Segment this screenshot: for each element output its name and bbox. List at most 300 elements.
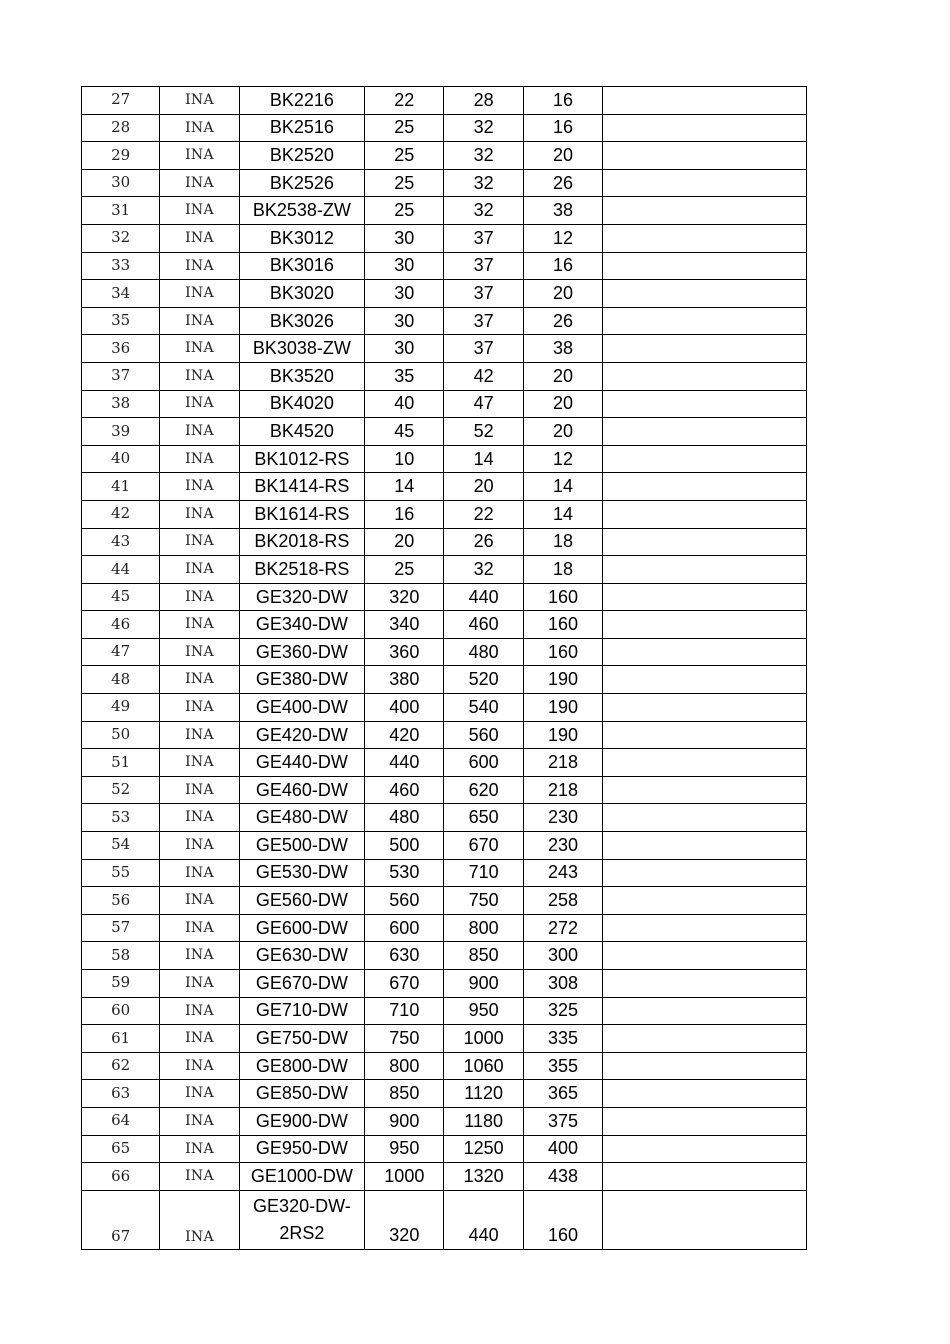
cell-outer-diameter: 26 <box>444 528 523 556</box>
cell-brand: INA <box>160 970 239 998</box>
cell-width: 160 <box>523 583 602 611</box>
cell-row-number: 45 <box>82 583 160 611</box>
table-row <box>82 390 807 418</box>
cell-width: 190 <box>523 721 602 749</box>
cell-model: BK2520 <box>239 142 365 170</box>
cell-inner-diameter: 480 <box>365 804 444 832</box>
cell-inner-diameter: 630 <box>365 942 444 970</box>
cell-model: BK2526 <box>239 169 365 197</box>
cell-brand: INA <box>160 859 239 887</box>
cell-width: 272 <box>523 914 602 942</box>
cell-row-number: 32 <box>82 224 160 252</box>
cell-width: 190 <box>523 694 602 722</box>
cell-brand: INA <box>160 611 239 639</box>
cell-note <box>603 445 807 473</box>
cell-outer-diameter: 32 <box>444 556 523 584</box>
cell-row-number: 59 <box>82 970 160 998</box>
cell-outer-diameter: 42 <box>444 362 523 390</box>
cell-width: 20 <box>523 418 602 446</box>
cell-inner-diameter: 35 <box>365 362 444 390</box>
cell-outer-diameter: 47 <box>444 390 523 418</box>
cell-inner-diameter: 560 <box>365 887 444 915</box>
cell-row-number: 64 <box>82 1107 160 1135</box>
cell-width: 218 <box>523 776 602 804</box>
table-row <box>82 335 807 363</box>
cell-note <box>603 1135 807 1163</box>
cell-outer-diameter: 440 <box>444 1190 523 1249</box>
cell-width: 160 <box>523 611 602 639</box>
table-row <box>82 1135 807 1163</box>
cell-note <box>603 362 807 390</box>
cell-model: GE480-DW <box>239 804 365 832</box>
table-row <box>82 1025 807 1053</box>
cell-inner-diameter: 400 <box>365 694 444 722</box>
cell-width: 18 <box>523 528 602 556</box>
cell-inner-diameter: 750 <box>365 1025 444 1053</box>
cell-width: 26 <box>523 169 602 197</box>
cell-width: 400 <box>523 1135 602 1163</box>
table-row <box>82 804 807 832</box>
cell-brand: INA <box>160 776 239 804</box>
cell-brand: INA <box>160 749 239 777</box>
cell-inner-diameter: 25 <box>365 169 444 197</box>
cell-model: GE400-DW <box>239 694 365 722</box>
cell-brand: INA <box>160 528 239 556</box>
cell-note <box>603 887 807 915</box>
cell-row-number: 37 <box>82 362 160 390</box>
cell-inner-diameter: 20 <box>365 528 444 556</box>
cell-brand: INA <box>160 335 239 363</box>
cell-row-number: 47 <box>82 638 160 666</box>
bearing-table <box>81 86 807 1250</box>
cell-width: 20 <box>523 280 602 308</box>
cell-note <box>603 638 807 666</box>
cell-brand: INA <box>160 914 239 942</box>
cell-inner-diameter: 440 <box>365 749 444 777</box>
cell-width: 16 <box>523 114 602 142</box>
cell-inner-diameter: 14 <box>365 473 444 501</box>
cell-note <box>603 749 807 777</box>
cell-row-number: 61 <box>82 1025 160 1053</box>
cell-row-number: 34 <box>82 280 160 308</box>
cell-note <box>603 832 807 860</box>
cell-outer-diameter: 28 <box>444 87 523 115</box>
cell-outer-diameter: 620 <box>444 776 523 804</box>
table-row <box>82 473 807 501</box>
cell-inner-diameter: 460 <box>365 776 444 804</box>
cell-model: GE1000-DW <box>239 1163 365 1191</box>
cell-outer-diameter: 850 <box>444 942 523 970</box>
table-row <box>82 280 807 308</box>
cell-note <box>603 224 807 252</box>
cell-row-number: 28 <box>82 114 160 142</box>
cell-note <box>603 583 807 611</box>
cell-outer-diameter: 1060 <box>444 1052 523 1080</box>
cell-brand: INA <box>160 390 239 418</box>
cell-note <box>603 997 807 1025</box>
cell-row-number: 40 <box>82 445 160 473</box>
cell-inner-diameter: 710 <box>365 997 444 1025</box>
cell-inner-diameter: 530 <box>365 859 444 887</box>
cell-row-number: 31 <box>82 197 160 225</box>
table-row <box>82 638 807 666</box>
cell-outer-diameter: 20 <box>444 473 523 501</box>
cell-model: GE530-DW <box>239 859 365 887</box>
cell-model: BK1414-RS <box>239 473 365 501</box>
cell-model: BK1614-RS <box>239 500 365 528</box>
cell-brand: INA <box>160 280 239 308</box>
cell-outer-diameter: 750 <box>444 887 523 915</box>
table-row <box>82 970 807 998</box>
cell-model: GE670-DW <box>239 970 365 998</box>
cell-model: BK3016 <box>239 252 365 280</box>
cell-model: BK1012-RS <box>239 445 365 473</box>
cell-row-number: 33 <box>82 252 160 280</box>
cell-brand: INA <box>160 169 239 197</box>
cell-brand: INA <box>160 887 239 915</box>
cell-model: BK2518-RS <box>239 556 365 584</box>
cell-inner-diameter: 320 <box>365 583 444 611</box>
cell-note <box>603 804 807 832</box>
table-row <box>82 1080 807 1108</box>
cell-brand: INA <box>160 694 239 722</box>
table-row <box>82 583 807 611</box>
table-row <box>82 224 807 252</box>
cell-model: GE420-DW <box>239 721 365 749</box>
cell-row-number: 66 <box>82 1163 160 1191</box>
cell-outer-diameter: 22 <box>444 500 523 528</box>
cell-brand: INA <box>160 1107 239 1135</box>
cell-note <box>603 197 807 225</box>
cell-width: 243 <box>523 859 602 887</box>
table-row <box>82 749 807 777</box>
cell-row-number: 67 <box>82 1190 160 1249</box>
cell-brand: INA <box>160 473 239 501</box>
cell-row-number: 46 <box>82 611 160 639</box>
cell-inner-diameter: 1000 <box>365 1163 444 1191</box>
cell-brand: INA <box>160 1190 239 1249</box>
cell-width: 12 <box>523 224 602 252</box>
cell-brand: INA <box>160 721 239 749</box>
cell-brand: INA <box>160 252 239 280</box>
cell-model: GE850-DW <box>239 1080 365 1108</box>
cell-row-number: 38 <box>82 390 160 418</box>
cell-model: GE900-DW <box>239 1107 365 1135</box>
table-row <box>82 142 807 170</box>
cell-model: GE560-DW <box>239 887 365 915</box>
cell-width: 308 <box>523 970 602 998</box>
cell-note <box>603 970 807 998</box>
table-row <box>82 307 807 335</box>
cell-inner-diameter: 670 <box>365 970 444 998</box>
cell-note <box>603 1052 807 1080</box>
cell-width: 160 <box>523 638 602 666</box>
cell-note <box>603 556 807 584</box>
cell-width: 190 <box>523 666 602 694</box>
cell-outer-diameter: 900 <box>444 970 523 998</box>
cell-model-line1: GE320-DW- <box>253 1195 351 1216</box>
table-row <box>82 914 807 942</box>
cell-inner-diameter: 850 <box>365 1080 444 1108</box>
cell-note <box>603 307 807 335</box>
cell-row-number: 27 <box>82 87 160 115</box>
cell-brand: INA <box>160 307 239 335</box>
cell-model: GE800-DW <box>239 1052 365 1080</box>
cell-width: 12 <box>523 445 602 473</box>
cell-model: GE950-DW <box>239 1135 365 1163</box>
cell-model: BK3038-ZW <box>239 335 365 363</box>
cell-width: 258 <box>523 887 602 915</box>
cell-inner-diameter: 30 <box>365 335 444 363</box>
cell-outer-diameter: 1000 <box>444 1025 523 1053</box>
cell-width: 18 <box>523 556 602 584</box>
cell-model-line2: 2RS2 <box>279 1222 325 1243</box>
cell-inner-diameter: 16 <box>365 500 444 528</box>
cell-row-number: 53 <box>82 804 160 832</box>
cell-width: 230 <box>523 804 602 832</box>
cell-row-number: 65 <box>82 1135 160 1163</box>
cell-model: GE320-DW <box>239 583 365 611</box>
cell-outer-diameter: 37 <box>444 252 523 280</box>
table-row <box>82 500 807 528</box>
cell-model: GE440-DW <box>239 749 365 777</box>
cell-model: GE380-DW <box>239 666 365 694</box>
cell-brand: INA <box>160 418 239 446</box>
cell-row-number: 52 <box>82 776 160 804</box>
cell-model: GE360-DW <box>239 638 365 666</box>
cell-row-number: 58 <box>82 942 160 970</box>
cell-brand: INA <box>160 87 239 115</box>
cell-width: 375 <box>523 1107 602 1135</box>
cell-outer-diameter: 1250 <box>444 1135 523 1163</box>
cell-brand: INA <box>160 445 239 473</box>
cell-note <box>603 776 807 804</box>
cell-model: BK2516 <box>239 114 365 142</box>
cell-outer-diameter: 600 <box>444 749 523 777</box>
cell-inner-diameter: 950 <box>365 1135 444 1163</box>
cell-inner-diameter: 340 <box>365 611 444 639</box>
cell-note <box>603 169 807 197</box>
cell-brand: INA <box>160 224 239 252</box>
cell-outer-diameter: 32 <box>444 114 523 142</box>
table-row <box>82 942 807 970</box>
cell-row-number: 35 <box>82 307 160 335</box>
cell-width: 438 <box>523 1163 602 1191</box>
cell-inner-diameter: 420 <box>365 721 444 749</box>
cell-width: 38 <box>523 197 602 225</box>
cell-row-number: 63 <box>82 1080 160 1108</box>
cell-inner-diameter: 25 <box>365 556 444 584</box>
cell-outer-diameter: 460 <box>444 611 523 639</box>
cell-row-number: 54 <box>82 832 160 860</box>
table-row <box>82 528 807 556</box>
cell-outer-diameter: 32 <box>444 142 523 170</box>
table-row <box>82 776 807 804</box>
table-row <box>82 721 807 749</box>
table-row <box>82 556 807 584</box>
cell-outer-diameter: 540 <box>444 694 523 722</box>
cell-row-number: 36 <box>82 335 160 363</box>
cell-outer-diameter: 52 <box>444 418 523 446</box>
cell-outer-diameter: 14 <box>444 445 523 473</box>
cell-row-number: 42 <box>82 500 160 528</box>
table-row <box>82 666 807 694</box>
table-row <box>82 87 807 115</box>
cell-note <box>603 390 807 418</box>
cell-note <box>603 666 807 694</box>
cell-width: 20 <box>523 362 602 390</box>
cell-outer-diameter: 37 <box>444 307 523 335</box>
cell-model: GE500-DW <box>239 832 365 860</box>
cell-width: 160 <box>523 1190 602 1249</box>
cell-inner-diameter: 320 <box>365 1190 444 1249</box>
cell-note <box>603 335 807 363</box>
cell-note <box>603 87 807 115</box>
cell-row-number: 39 <box>82 418 160 446</box>
cell-row-number: 57 <box>82 914 160 942</box>
table-row <box>82 611 807 639</box>
cell-width: 230 <box>523 832 602 860</box>
cell-row-number: 51 <box>82 749 160 777</box>
cell-row-number: 62 <box>82 1052 160 1080</box>
cell-inner-diameter: 45 <box>365 418 444 446</box>
cell-note <box>603 528 807 556</box>
cell-inner-diameter: 25 <box>365 142 444 170</box>
cell-model: BK3026 <box>239 307 365 335</box>
cell-model: GE630-DW <box>239 942 365 970</box>
cell-note <box>603 694 807 722</box>
cell-outer-diameter: 32 <box>444 169 523 197</box>
table-row <box>82 1107 807 1135</box>
cell-note <box>603 1190 807 1249</box>
cell-model: BK4520 <box>239 418 365 446</box>
cell-width: 38 <box>523 335 602 363</box>
cell-note <box>603 418 807 446</box>
cell-inner-diameter: 360 <box>365 638 444 666</box>
cell-row-number: 41 <box>82 473 160 501</box>
cell-model: GE340-DW <box>239 611 365 639</box>
cell-inner-diameter: 30 <box>365 280 444 308</box>
cell-model <box>239 1190 365 1249</box>
cell-row-number: 60 <box>82 997 160 1025</box>
cell-width: 335 <box>523 1025 602 1053</box>
cell-width: 14 <box>523 500 602 528</box>
cell-outer-diameter: 37 <box>444 335 523 363</box>
cell-note <box>603 914 807 942</box>
cell-inner-diameter: 25 <box>365 114 444 142</box>
cell-outer-diameter: 1120 <box>444 1080 523 1108</box>
cell-inner-diameter: 30 <box>365 224 444 252</box>
cell-outer-diameter: 440 <box>444 583 523 611</box>
cell-row-number: 29 <box>82 142 160 170</box>
table-row <box>82 362 807 390</box>
cell-inner-diameter: 380 <box>365 666 444 694</box>
cell-row-number: 44 <box>82 556 160 584</box>
table-row <box>82 252 807 280</box>
cell-outer-diameter: 1180 <box>444 1107 523 1135</box>
cell-inner-diameter: 10 <box>365 445 444 473</box>
table-row <box>82 445 807 473</box>
cell-outer-diameter: 670 <box>444 832 523 860</box>
cell-brand: INA <box>160 997 239 1025</box>
cell-note <box>603 473 807 501</box>
cell-row-number: 43 <box>82 528 160 556</box>
table-row <box>82 197 807 225</box>
cell-outer-diameter: 520 <box>444 666 523 694</box>
cell-width: 300 <box>523 942 602 970</box>
table-row <box>82 694 807 722</box>
cell-model: BK2216 <box>239 87 365 115</box>
table-row <box>82 1163 807 1191</box>
cell-model: BK2538-ZW <box>239 197 365 225</box>
cell-brand: INA <box>160 556 239 584</box>
cell-note <box>603 280 807 308</box>
cell-note <box>603 252 807 280</box>
cell-inner-diameter: 30 <box>365 307 444 335</box>
cell-brand: INA <box>160 1135 239 1163</box>
cell-brand: INA <box>160 1163 239 1191</box>
cell-row-number: 50 <box>82 721 160 749</box>
cell-brand: INA <box>160 114 239 142</box>
cell-brand: INA <box>160 500 239 528</box>
cell-note <box>603 1107 807 1135</box>
cell-outer-diameter: 800 <box>444 914 523 942</box>
table-row <box>82 832 807 860</box>
cell-outer-diameter: 560 <box>444 721 523 749</box>
cell-inner-diameter: 600 <box>365 914 444 942</box>
cell-brand: INA <box>160 942 239 970</box>
cell-model: GE710-DW <box>239 997 365 1025</box>
cell-model: BK3020 <box>239 280 365 308</box>
cell-model: BK3012 <box>239 224 365 252</box>
cell-model: GE600-DW <box>239 914 365 942</box>
cell-note <box>603 142 807 170</box>
cell-note <box>603 721 807 749</box>
cell-brand: INA <box>160 197 239 225</box>
cell-row-number: 56 <box>82 887 160 915</box>
table-row <box>82 114 807 142</box>
cell-brand: INA <box>160 638 239 666</box>
cell-brand: INA <box>160 142 239 170</box>
cell-row-number: 30 <box>82 169 160 197</box>
table-row <box>82 1190 807 1249</box>
cell-model: BK3520 <box>239 362 365 390</box>
table-row <box>82 169 807 197</box>
cell-width: 325 <box>523 997 602 1025</box>
cell-outer-diameter: 710 <box>444 859 523 887</box>
cell-note <box>603 859 807 887</box>
cell-model: BK2018-RS <box>239 528 365 556</box>
cell-row-number: 48 <box>82 666 160 694</box>
cell-width: 14 <box>523 473 602 501</box>
cell-outer-diameter: 480 <box>444 638 523 666</box>
cell-inner-diameter: 25 <box>365 197 444 225</box>
cell-width: 365 <box>523 1080 602 1108</box>
cell-outer-diameter: 950 <box>444 997 523 1025</box>
cell-note <box>603 611 807 639</box>
cell-width: 355 <box>523 1052 602 1080</box>
cell-note <box>603 942 807 970</box>
cell-note <box>603 1080 807 1108</box>
table-body <box>82 87 807 1250</box>
cell-inner-diameter: 500 <box>365 832 444 860</box>
cell-model: GE460-DW <box>239 776 365 804</box>
cell-width: 26 <box>523 307 602 335</box>
cell-note <box>603 500 807 528</box>
cell-brand: INA <box>160 804 239 832</box>
cell-inner-diameter: 40 <box>365 390 444 418</box>
cell-note <box>603 114 807 142</box>
